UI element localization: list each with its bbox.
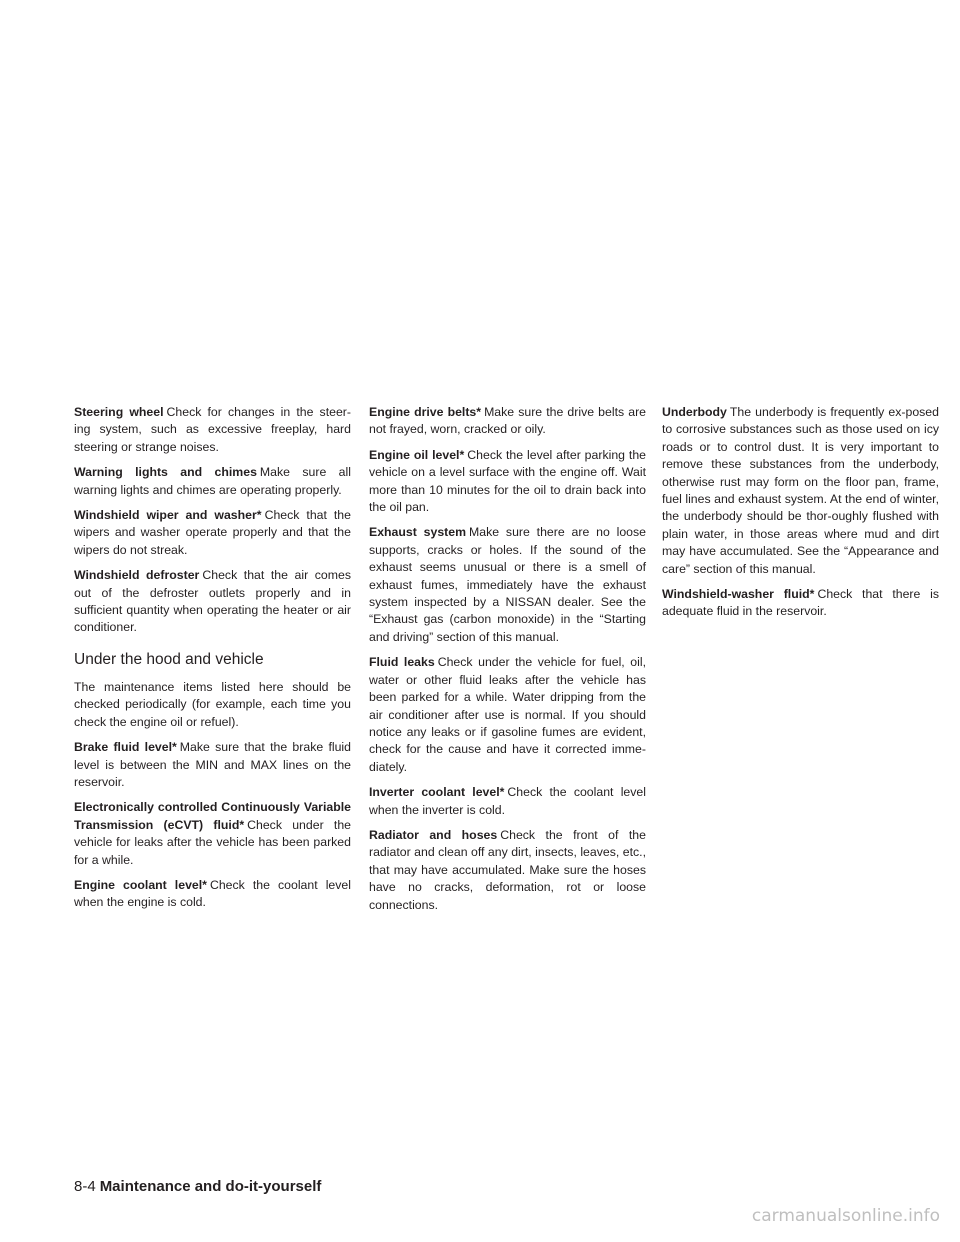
item-exhaust-system xyxy=(369,524,646,646)
item-fluid-leaks xyxy=(369,654,646,776)
item-text: Check the front of the radiator and clean off any dirt, insects, leaves, etc., that may have accumulated. Make sure the hoses have no cracks, deformation, rot or loose connections. xyxy=(369,827,646,912)
page-footer xyxy=(74,1178,321,1195)
item-text: Check under the vehicle for fuel, oil, water or other fluid leaks after the vehicle has been parked for a while. Water dripping from the air conditioner after use is normal. If you should notice any leaks or if gasoline fumes are evident, check for the cause and have it corrected imme-diately. xyxy=(369,655,646,774)
column-2 xyxy=(369,404,646,922)
item-term: Windshield wiper and washer* xyxy=(74,508,262,523)
item-term: Inverter coolant level* xyxy=(369,785,505,800)
item-term: Exhaust system xyxy=(369,525,467,540)
item-text: Check the level after parking the vehicle on a level surface with the engine off. Wait more than 10 minutes for the oil to drain back into the oil pan. xyxy=(369,447,646,515)
item-text: Check under the vehicle for leaks after the vehicle has been parked for a while. xyxy=(74,817,352,867)
watermark: carmanualsonline.info xyxy=(751,1206,940,1226)
item-text: Check that the air comes out of the defroster outlets properly and in sufficient quantity when operating the heater or air conditioner. xyxy=(74,568,351,635)
item-steering-wheel xyxy=(74,404,351,456)
item-engine-coolant xyxy=(74,877,351,912)
item-wiper-washer xyxy=(74,507,351,559)
item-term: Warning lights and chimes xyxy=(74,465,257,480)
item-term: Underbody xyxy=(662,405,727,419)
item-inverter-coolant xyxy=(369,784,646,819)
item-term: Brake fluid level* xyxy=(74,740,177,755)
item-text: Check for changes in the steer-ing system, such as excessive freeplay, hard steering or strange noises. xyxy=(74,405,351,454)
item-term: Fluid leaks xyxy=(369,655,435,670)
item-term: Windshield defroster xyxy=(74,568,200,583)
item-text: Check the coolant level when the inverter is cold. xyxy=(369,785,646,817)
item-text: Make sure that the brake fluid level is between the MIN and MAX lines on the reservoir. xyxy=(74,740,352,789)
item-text: Check that there is adequate fluid in the reservoir. xyxy=(662,587,939,619)
item-text: Make sure the drive belts are not frayed, worn, cracked or oily. xyxy=(369,405,647,437)
chapter-title: Maintenance and do-it-yourself xyxy=(99,1178,322,1195)
item-text: Check that the wipers and washer operate properly and that the wipers do not streak. xyxy=(74,508,351,557)
item-radiator-hoses xyxy=(369,827,646,914)
item-engine-oil xyxy=(369,447,646,517)
item-warning-lights xyxy=(74,464,351,499)
item-underbody xyxy=(662,404,939,578)
item-term: Windshield-washer fluid* xyxy=(662,587,815,602)
item-brake-fluid xyxy=(74,739,351,791)
item-term: Radiator and hoses xyxy=(369,827,498,842)
section-intro: The maintenance items listed here should be checked periodically (for example, each time you check the engine oil or refuel). xyxy=(74,679,351,729)
item-text: Check the coolant level when the engine is cold. xyxy=(74,877,351,910)
item-drive-belts xyxy=(369,404,646,439)
item-text: The underbody is frequently ex-posed to corrosive substances such as those used on icy roads or to control dust. It is very important to remove these substances from the underbody, otherwise rust may form on the floor pan, frame, fuel lines and exhaust system. At the end of winter, the underbody should be thor-oughly flushed with plain water, in those areas where mud and dirt may have accumulated. See the “Appearance and care” section of this manual. xyxy=(662,405,939,576)
column-1 xyxy=(74,404,351,920)
item-ecvt-fluid xyxy=(74,799,351,869)
item-text: Make sure all warning lights and chimes are operating properly. xyxy=(74,465,351,497)
section-heading: Under the hood and vehicle xyxy=(74,650,264,668)
item-term: Engine oil level* xyxy=(369,447,465,462)
item-washer-fluid xyxy=(662,586,939,621)
item-term: Electronically controlled Continuously Variable Transmission (eCVT) fluid* xyxy=(74,800,351,832)
item-term: Steering wheel xyxy=(74,405,164,419)
item-text: Make sure there are no loose supports, cracks or holes. If the sound of the exhaust seems unusual or there is a smell of exhaust fumes, immediately have the exhaust system inspected by a NISSAN dealer. See the “Exhaust gas (carbon monoxide) in the “Starting and driving” section of this manual. xyxy=(369,525,647,644)
page-number: 8-4 xyxy=(74,1178,96,1195)
item-defroster xyxy=(74,567,351,637)
column-3 xyxy=(662,404,939,629)
item-term: Engine coolant level* xyxy=(74,877,207,892)
item-term: Engine drive belts* xyxy=(369,405,482,419)
